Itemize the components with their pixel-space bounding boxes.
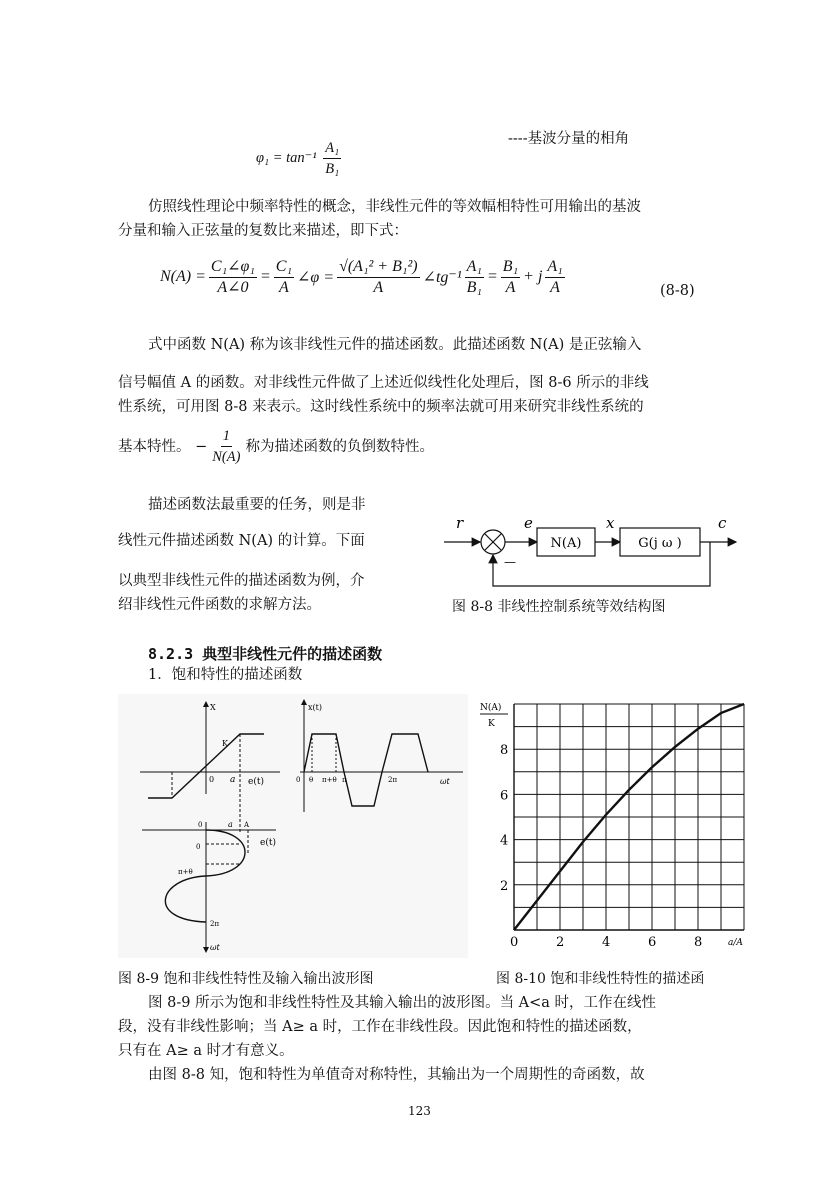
para2-line1: 式中函数 N(A) 称为该非线性元件的描述函数。此描述函数 N(A) 是正弦输入 [148,337,642,353]
fig89-zero: 0 [209,775,215,784]
fig89-x-label: X [210,703,216,712]
phase-note: ----基波分量的相角 [508,131,630,147]
equation-8-8: N(A) = $\frac{\text{C₁∠φ₁}}{A\angle 0}$ = $\frac{\text{C₁}}{A}$ ∠φ = $\frac{\text{√(A₁² + B₁²)}}{A}$ ∠tg⁻¹ $\frac{\text{A₁}}{\text{B₁}}$ = $\frac{\text{B₁}}{A}$ + j $\frac{\text{A₁}}{A}$ [160,257,563,296]
fig89 [118,694,468,958]
fig89-wt-2: ωt [210,943,220,952]
eq-f5-den: A [505,278,516,296]
para3-line4: 绍非线性元件函数的求解方法。 [118,597,321,613]
eq-f4-den: B₁ [466,278,482,296]
fig89-2pi: 2π [388,776,398,784]
x-tick-label: 6 [648,935,657,950]
eq-lhs: N(A) = [160,268,206,285]
fig89-2pi-2: 2π [210,920,220,928]
eq-f6-den: A [550,278,560,296]
eq-f2-den: A [278,278,289,296]
eq-plus-j: + j [523,268,543,285]
neg-inv-den: N(A) [212,449,241,465]
fig89-zero-4: 0 [196,843,201,851]
fig810-grid [514,704,744,930]
y-tick-label: 8 [500,743,509,759]
para2-line4 [118,426,434,467]
equation-tag: (8-8) [660,283,695,299]
eq-f1-num: C₁∠φ₁ [209,257,257,278]
para4-line4: 由图 8-8 知，饱和特性为单值奇对称特性，其输出为一个周期性的奇函数，故 [148,1067,645,1083]
para3-line2: 线性元件描述函数 N(A) 的计算。下面 [118,533,365,549]
eq-f3-den: A [373,278,384,296]
phase-formula-lhs: φ₁ = tan⁻¹ [256,149,317,166]
feedback-minus: — [504,555,516,569]
fig89-k-label: K [222,739,228,748]
fig89-e-label: e(t) [248,777,264,787]
y-tick-label: 2 [500,878,509,894]
para2-line4-post: 称为描述函数的负倒数特性。 [245,438,434,455]
eq-mid2: ∠tg⁻¹ [422,269,462,286]
block-gjw-label: G(j ω ) [638,536,682,551]
x-tick-label: 8 [694,935,703,950]
eq-f1-den: A∠0 [217,278,249,296]
fig810-xlabel: a/A [728,938,743,948]
fig89-caption: 图 8-9 饱和非线性特性及输入输出波形图 [118,971,374,987]
phase-num: A₁ [323,138,341,159]
fig810-caption: 图 8-10 饱和非线性特性的描述函 [496,971,705,987]
eq-f5-num: B₁ [501,257,520,278]
para2-line3: 性系统，可用图 8-8 来表示。这时线性系统中的频率法就可用来研究非线性系统的 [118,399,644,415]
signal-e: e [524,514,533,532]
signal-c: c [718,514,727,532]
para3-line3: 以典型非线性元件的描述函数为例，介 [118,573,365,589]
fig810-ticks [500,743,702,950]
para4-line2: 段，没有非线性影响；当 A≥ a 时，工作在非线性段。因此饱和特性的描述函数， [118,1019,642,1035]
fig89-theta: θ [309,776,314,784]
fig89-e-label-2: e(t) [260,838,276,848]
para1-line1: 仿照线性理论中频率特性的概念，非线性元件的等效幅相特性可用输出的基波 [148,199,641,215]
section-title: 8.2.3 典型非线性元件的描述函数 [148,645,383,663]
block-diagram [440,508,740,598]
fig88-caption: 图 8-8 非线性控制系统等效结构图 [452,599,666,615]
x-tick-label: 0 [510,935,519,950]
fig89-xt-label: x(t) [308,703,322,712]
fig89-pi: π [342,776,347,784]
para4-line1: 图 8-9 所示为饱和非线性特性及其输入输出的波形图。当 A<a 时，工作在线性 [148,995,657,1011]
fig89-wt: ωt [440,777,450,786]
signal-r: r [456,514,464,532]
x-tick-label: 2 [556,935,565,950]
phase-den: B₁ [325,161,340,177]
fig89-pi-theta: π+θ [322,776,337,784]
section-sub: 1．饱和特性的描述函数 [148,667,303,683]
y-tick-label: 6 [500,788,509,804]
eq-f3-num: √(A₁² + B₁²) [337,257,420,278]
fig810-ylabel-den: K [488,719,495,729]
para3-line1: 描述函数法最重要的任务，则是非 [148,497,366,513]
eq-mid1: ∠φ = [297,269,335,286]
page-number: 123 [408,1104,431,1118]
fig89-a-label-2: a [228,820,233,829]
fig89-zero-3: 0 [198,821,203,829]
y-tick-label: 4 [500,833,509,849]
para1-line2: 分量和输入正弦量的复数比来描述，即下式： [118,223,408,239]
eq-f6-num: A₁ [545,257,564,278]
signal-x: x [606,514,615,532]
neg-inv-num: 1 [221,426,232,447]
para2-line2: 信号幅值 A 的函数。对非线性元件做了上述近似线性化处理后，图 8-6 所示的非线 [118,375,649,391]
para2-line4-pre: 基本特性。 − [118,438,208,455]
fig89-pi-theta-2: π+θ [178,868,193,876]
eq-f4-num: A₁ [465,257,484,278]
fig89-a-label: a [230,775,236,785]
fig89-A-label: A [244,821,250,829]
para4-line3: 只有在 A≥ a 时才有意义。 [118,1043,294,1059]
fig810-chart [470,696,760,960]
phase-formula [256,138,344,179]
fig810-ylabel-num: N(A) [480,703,502,713]
eq-f2-num: C₁ [274,257,294,278]
fig89-zero-2: 0 [296,776,301,784]
block-na-label: N(A) [550,536,582,551]
x-tick-label: 4 [602,935,611,950]
